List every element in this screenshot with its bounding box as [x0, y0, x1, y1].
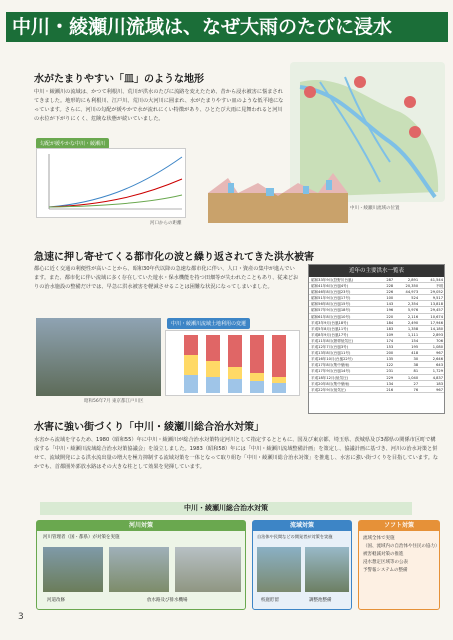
table-cell: 平成8年9月(台風17号) [311, 332, 349, 337]
table-cell: 昭和41年6月(台風4号) [311, 284, 349, 289]
table-cell: 平成5年8月(台風11号) [311, 326, 349, 331]
river-item-2: 放水路及び排水機場 [147, 598, 188, 603]
table-cell: 不明 [435, 284, 443, 289]
table-cell: 昭和51年9月(台風17号) [311, 296, 351, 301]
table-cell: 100 [386, 296, 394, 301]
table-cell: 134 [386, 381, 394, 386]
table-cell: 231 [386, 369, 394, 374]
table-cell: 14,180 [430, 326, 443, 331]
soft-item-3: 被害軽減対策の推進 [363, 552, 404, 557]
terrain-diagram [208, 138, 348, 223]
table-cell: 174 [386, 338, 394, 343]
page-headline: 中川・綾瀬川流域は、なぜ大雨のたびに浸水 [6, 12, 448, 42]
table-cell: 38 [413, 363, 419, 368]
table-body [309, 277, 444, 393]
table-cell: 29,457 [430, 308, 443, 313]
gradient-chart-svg [37, 149, 187, 219]
gradient-chart [36, 148, 186, 218]
measures-bar: 中川・綾瀬川総合治水対策 [40, 502, 412, 515]
table-cell: 平成22年9月(低気圧) [311, 387, 346, 392]
table-cell: 17,946 [430, 320, 443, 325]
table-cell: 200 [386, 351, 394, 356]
table-cell: 109 [386, 332, 394, 337]
table-cell: 20,350 [405, 284, 419, 289]
river-measures-panel [36, 520, 246, 610]
table-cell: 5,976 [407, 308, 419, 313]
table-cell: 287 [386, 278, 394, 282]
table-cell: 2,116 [407, 314, 419, 319]
basin-photo-1 [257, 547, 301, 592]
table-cell: 2,893 [432, 332, 443, 337]
table-cell: 967 [436, 351, 443, 356]
table-cell: 昭和61年8月(台風10号) [311, 314, 351, 319]
table-cell: 平成12年7月(台風3号) [311, 345, 349, 350]
table-cell: 195 [411, 345, 419, 350]
table-cell: 昭和33年9月(狩野川台風) [311, 278, 354, 282]
table-cell: 1,729 [432, 369, 443, 374]
table-cell: 27 [413, 381, 419, 386]
table-cell: 1,111 [407, 332, 419, 337]
table-cell: 10,674 [430, 314, 443, 319]
section1-body: 中川・綾瀬川の流域は、かつて利根川、荒川が洪水のたびに流路を変えたため、昔から浸水被害に悩まされてきました。地形的にも利根川、江戸川、荒川の大河川に囲まれ、水がたまりやすい皿のような低平地になっています。さらに、河川の勾配が緩やかで水が流れにくい特徴があり、ひとたび大雨に見舞われると河川の水位が下がりにくく、危険な状態が続いていました。 [34, 89, 284, 122]
table-cell: 706 [436, 338, 443, 343]
soft-measures-list [363, 535, 439, 575]
table-cell: 184 [386, 320, 394, 325]
table-cell: 昭和57年9月(台風18号) [311, 308, 351, 313]
table-cell: 183 [436, 381, 443, 386]
river-photo-3 [175, 547, 241, 592]
table-cell: 41,544 [430, 278, 443, 282]
map-caption: 中川・綾瀬川流域の位置 [350, 206, 400, 211]
soft-item-4: 浸水想定区域等の公表 [363, 560, 408, 565]
table-cell: 967 [436, 387, 443, 392]
table-cell: 1,080 [432, 345, 443, 350]
table-cell: 2,646 [432, 357, 443, 362]
flood-history-table [308, 264, 445, 414]
basin-item-1: 校庭貯留 [261, 598, 279, 603]
table-cell: 4,837 [432, 375, 443, 380]
table-cell: 183 [386, 326, 394, 331]
table-cell: 30 [413, 357, 419, 362]
section3-title: 水害に強い街づくり「中川・綾瀬川総合治水対策」 [34, 422, 264, 433]
basin-measures-sub: 自治体や民間などの開発者が対策を実施 [257, 534, 333, 539]
table-cell: 76 [413, 387, 419, 392]
basin-item-2: 調整池整備 [309, 598, 332, 603]
river-photo-1 [43, 547, 103, 592]
table-cell: 13,818 [430, 302, 443, 307]
table-cell: 9,517 [432, 296, 443, 301]
table-cell: 643 [436, 363, 443, 368]
table-cell: 平成3年9月(台風18号) [311, 320, 349, 325]
river-photo-2 [109, 547, 169, 592]
table-cell: 196 [386, 308, 394, 313]
table-cell: 平成18年12月(低気圧) [311, 375, 349, 380]
table-cell: 平成13年8月(台風11号) [311, 351, 351, 356]
table-cell: 2,891 [407, 278, 419, 282]
section2-title: 急速に押し寄せてくる都市化の波と繰り返されてきた洪水被害 [34, 252, 314, 263]
table-cell: 524 [411, 296, 419, 301]
section1-title: 水がたまりやすい「皿」のような地形 [34, 74, 204, 85]
river-item-1: 河道改修 [47, 598, 65, 603]
table-cell: 平成17年9月(台風14号) [311, 369, 351, 374]
table-cell: 29,052 [430, 290, 443, 295]
soft-item-2: （国、流域内の自治体や住民の協力） [363, 544, 440, 549]
table-cell: 昭和56年8月(台風15号) [311, 302, 351, 307]
table-cell: 135 [386, 357, 394, 362]
river-measures-sub: 河川管理者（国・都県）が対策を実施 [43, 535, 120, 540]
table-cell: 平成11年8月(熱帯低気圧) [311, 338, 354, 343]
table-cell: 228 [386, 284, 394, 289]
land-use-chart-svg [166, 331, 301, 397]
table-cell: 平成17年8月(集中豪雨) [311, 363, 350, 368]
land-use-chart-title: 中川・綾瀬川流域土地利用の変遷 [167, 318, 250, 329]
soft-measures-panel [358, 520, 440, 610]
terrain-diagram-svg [208, 138, 348, 223]
section3-body: 水害から流域を守るため、1980（昭和55）年に中川・綾瀬川が総合治水対策特定河川として指定するとともに、国及び東京都、埼玉県、茨城県及び3都県の関係市区町で構成する「中川・綾瀬川流域総合治水対策協議会」を設立しました。1983（昭和58）年には「中川・綾瀬川流域整備計画」を策定し、協議計画に基づき、河川の治水対策と併せて、流域開発による洪水流出量の増大を極力抑制する流域対策を一体となって取り組む「中川・綾瀬川総合治水対策」を推進し、水害に強い街づくりを目指しています。なかでも、首都圏外郭放水路はその大きな柱として効果を発揮しています。 [34, 437, 439, 470]
soft-measures-title: ソフト対策 [359, 521, 439, 531]
table-cell: 226 [386, 290, 394, 295]
table-cell: 81 [413, 369, 419, 374]
table-cell: 44,973 [405, 290, 419, 295]
table-cell: 昭和46年8月(台風23号) [311, 290, 351, 295]
flood-photo-caption: 昭和56年7月 東京都江戸川区 [84, 399, 144, 404]
table-cell: 216 [386, 387, 394, 392]
table-cell: 143 [386, 302, 394, 307]
land-use-chart [165, 330, 300, 396]
section2-body: 都心に近く交通の利便性が高いことから、昭和30年代以降の急速な都市化に伴い、人口・資産の集中が進んでいます。また、都市化に伴い流域に多く存在していた遊水・保水機能を持つ田畑等が失われたこともあり、従来どおりの治水施設の整備だけでは、早急に洪水被害を軽減させることは困難な状況になってしまいました。 [34, 266, 299, 290]
table-cell: 平成16年10月(台風22号) [311, 357, 353, 362]
table-cell: 平成20年8月(集中豪雨) [311, 381, 350, 386]
soft-item-5: 予警報システムの整備 [363, 568, 408, 573]
page-number: 3 [18, 612, 24, 622]
table-cell: 1,040 [407, 375, 419, 380]
basin-measures-title: 流域対策 [253, 521, 351, 531]
soft-item-1: 流域全体で実施 [363, 536, 395, 541]
table-cell: 122 [386, 363, 394, 368]
table-cell: 153 [386, 345, 394, 350]
flood-photo [36, 318, 161, 396]
table-cell: 220 [386, 314, 394, 319]
table-cell: 2,490 [407, 320, 419, 325]
table-title: 近年の主要洪水一覧表 [309, 265, 444, 277]
basin-photo-2 [305, 547, 349, 592]
gradient-chart-title: 勾配が緩やかな中川・綾瀬川 [36, 138, 109, 149]
gradient-axis-caption: 河口からの距離 [150, 221, 182, 226]
table-cell: 418 [411, 351, 419, 356]
river-measures-title: 河川対策 [37, 521, 245, 531]
table-row [309, 387, 444, 393]
table-cell: 1,358 [407, 326, 419, 331]
table-cell: 2,354 [407, 302, 419, 307]
basin-measures-panel [252, 520, 352, 610]
table-cell: 154 [411, 338, 419, 343]
table-cell: 229 [386, 375, 394, 380]
